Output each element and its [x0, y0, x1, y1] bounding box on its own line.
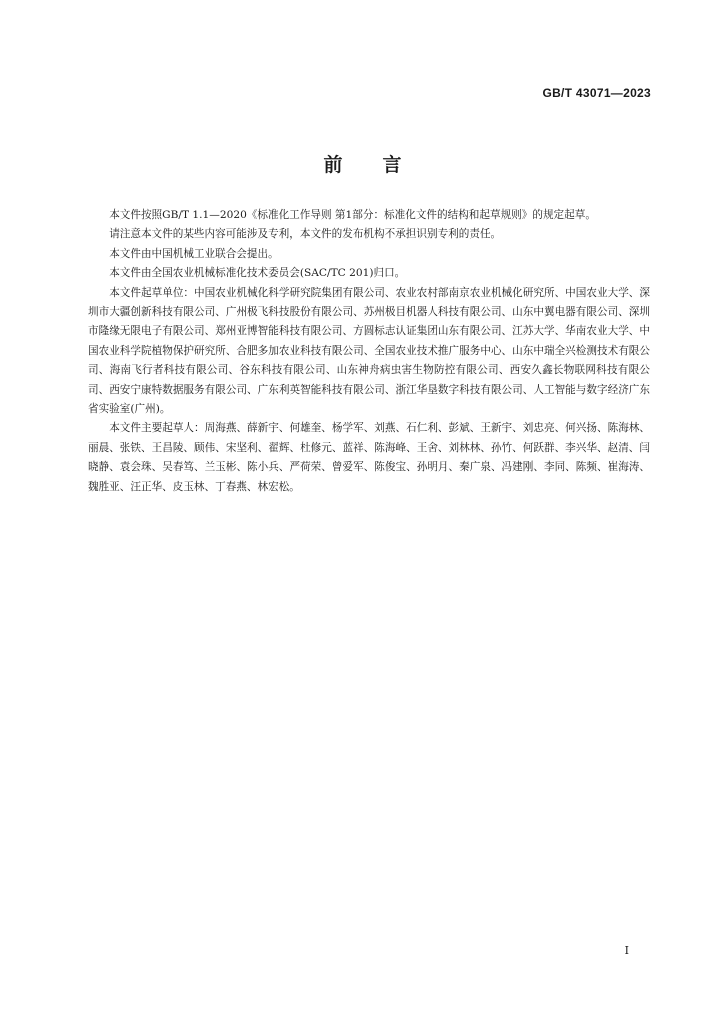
paragraph-main-drafters: 本文件主要起草人：周海燕、薛新宇、何雄奎、杨学军、刘燕、石仁利、彭斌、王新宇、刘忠亮、何兴扬、陈海林、丽晨、张铁、王昌陵、顾伟、宋坚利、翟辉、杜修元、蓝祥、陈海峰、王舍、刘林林、孙竹、何跃群、李兴华、赵清、闫晓静、袁会珠、吴春笃、兰玉彬、陈小兵、严荷荣、曾爱军、陈俊宝、孙明月、秦广泉、冯建刚、李同、陈频、崔海涛、魏胜亚、汪正华、皮玉林、丁春燕、林宏松。 [88, 422, 650, 493]
page-number: I [624, 944, 629, 957]
paragraph-drafting-rules: 本文件按照GB/T 1.1—2020《标准化工作导则 第1部分：标准化文件的结构和起草规则》的规定起草。 [109, 209, 596, 221]
paragraph-drafting-organizations: 本文件起草单位：中国农业机械化科学研究院集团有限公司、农业农村部南京农业机械化研究所、中国农业大学、深圳市大疆创新科技有限公司、广州极飞科技股份有限公司、苏州极目机器人科技有限公司、山东中翼电器有限公司、深圳市隆缘无限电子有限公司、郑州亚博智能科技有限公司、方圆标志认证集团山东有限公司、江苏大学、华南农业大学、中国农业科学院植物保护研究所、合肥多加农业科技有限公司、全国农业技术推广服务中心、山东中瑞全兴检测技术有限公司、海南飞行者科技有限公司、谷东科技有限公司、山东神舟病虫害生物防控有限公司、西安久鑫长物联网科技有限公司、西安宁康特数据服务有限公司、广东利英智能科技有限公司、浙江华垦数字科技有限公司、人工智能与数字经济广东省实验室(广州)。 [88, 286, 650, 416]
foreword-body [88, 206, 650, 497]
standard-code: GB/T 43071—2023 [542, 86, 651, 100]
paragraph-proposer: 本文件由中国机械工业联合会提出。 [109, 247, 279, 260]
page-title: 前言 [323, 154, 442, 176]
paragraph-patent-notice: 请注意本文件的某些内容可能涉及专利，本文件的发布机构不承担识别专利的责任。 [109, 228, 502, 241]
paragraph-centralized-by: 本文件由全国农业机械标准化技术委员会(SAC/TC 201)归口。 [109, 267, 406, 280]
